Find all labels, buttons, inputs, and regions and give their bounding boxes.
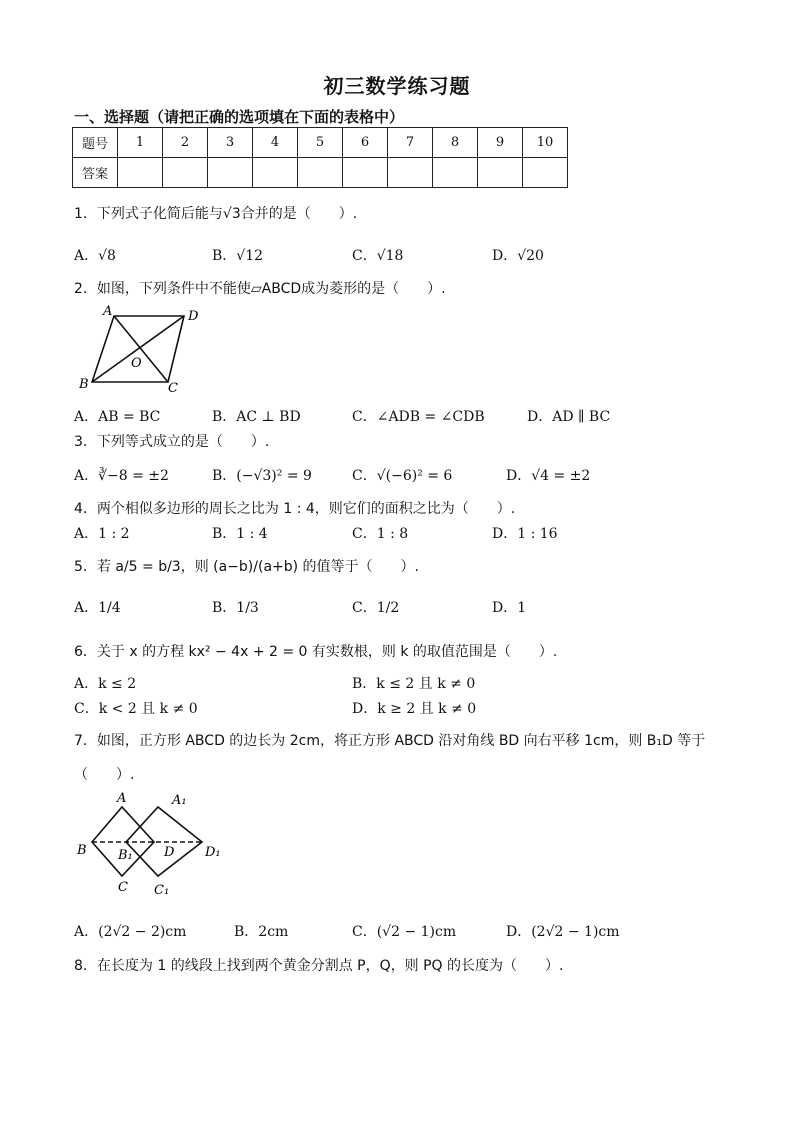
q2-option-a: A．AB = BC: [74, 409, 161, 425]
question-8-stem: 8．在长度为 1 的线段上找到两个黄金分割点 P，Q，则 PQ 的长度为（ ）.: [74, 958, 564, 974]
answer-cell[interactable]: [298, 158, 343, 188]
table-number: 10: [523, 128, 568, 158]
label-c: C: [118, 880, 128, 895]
label-d: D: [164, 845, 175, 860]
label-c1: C₁: [154, 883, 170, 898]
q2-option-d: D．AD ∥ BC: [527, 409, 611, 425]
table-answer-label: 答案: [73, 158, 118, 188]
q5-option-d: D．1: [492, 600, 527, 616]
label-a1: A₁: [172, 793, 187, 808]
parallelogram-figure: [76, 304, 206, 396]
answer-cell[interactable]: [163, 158, 208, 188]
question-3-stem: 3．下列等式成立的是（ ）.: [74, 434, 270, 450]
page-title: 初三数学练习题: [323, 74, 471, 98]
table-number: 6: [343, 128, 388, 158]
q6-option-a: A．k ≤ 2: [74, 676, 137, 692]
label-b: B: [77, 843, 87, 858]
answer-cell[interactable]: [523, 158, 568, 188]
answer-table: [72, 127, 568, 188]
q4-option-d: D．1 : 16: [492, 526, 558, 542]
q7-option-a: A．(2√2 − 2)cm: [74, 924, 187, 940]
q2-option-b: B．AC ⊥ BD: [212, 409, 301, 425]
q7-option-d: D．(2√2 − 1)cm: [506, 924, 620, 940]
question-6-stem: 6．关于 x 的方程 kx² − 4x + 2 = 0 有实数根，则 k 的取值范围是（ ）.: [74, 644, 558, 660]
q4-option-a: A．1 : 2: [74, 526, 130, 542]
table-number: 2: [163, 128, 208, 158]
answer-cell[interactable]: [388, 158, 433, 188]
section-heading: 一、选择题（请把正确的选项填在下面的表格中）: [74, 108, 405, 126]
q6-option-c: C．k < 2 且 k ≠ 0: [74, 701, 198, 717]
diagonal-ac: [114, 316, 168, 382]
q2-option-c: C．∠ADB = ∠CDB: [352, 409, 485, 425]
q6-option-b: B．k ≤ 2 且 k ≠ 0: [352, 676, 476, 692]
answer-cell[interactable]: [118, 158, 163, 188]
q3-option-a: A．∛−8 = ±2: [74, 468, 169, 484]
table-number: 7: [388, 128, 433, 158]
q7-option-c: C．(√2 − 1)cm: [352, 924, 457, 940]
label-d: D: [188, 309, 199, 324]
table-row-numbers: [73, 128, 568, 158]
q3-option-c: C．√(−6)² = 6: [352, 468, 453, 484]
q1-option-d: D．√20: [492, 248, 544, 264]
answer-cell[interactable]: [343, 158, 388, 188]
label-d1: D₁: [205, 845, 221, 860]
table-number: 8: [433, 128, 478, 158]
question-2-stem: 2．如图，下列条件中不能使▱ABCD成为菱形的是（ ）.: [74, 281, 446, 297]
q5-option-c: C．1/2: [352, 600, 400, 616]
table-number: 5: [298, 128, 343, 158]
q4-option-c: C．1 : 8: [352, 526, 409, 542]
question-1-stem: 1．下列式子化简后能与√3合并的是（ ）.: [74, 206, 358, 222]
table-number: 9: [478, 128, 523, 158]
square-translation-figure: [74, 788, 234, 900]
question-7-stem: 7．如图，正方形 ABCD 的边长为 2cm，将正方形 ABCD 沿对角线 BD 向右平移 1cm，则 B₁D 等于: [74, 733, 706, 749]
table-number: 3: [208, 128, 253, 158]
question-5-stem: 5．若 a/5 = b/3，则 (a−b)/(a+b) 的值等于（ ）.: [74, 559, 420, 575]
label-b: B: [79, 377, 89, 392]
q1-option-a: A．√8: [74, 248, 116, 264]
q7-option-b: B．2cm: [234, 924, 289, 940]
answer-cell[interactable]: [208, 158, 253, 188]
table-header-label: 题号: [73, 128, 118, 158]
answer-cell[interactable]: [478, 158, 523, 188]
q4-option-b: B．1 : 4: [212, 526, 268, 542]
label-b1: B₁: [118, 848, 133, 863]
label-a: A: [117, 791, 127, 806]
table-number: 4: [253, 128, 298, 158]
q3-option-d: D．√4 = ±2: [506, 468, 591, 484]
answer-cell[interactable]: [433, 158, 478, 188]
q5-option-a: A．1/4: [74, 600, 121, 616]
table-number: 1: [118, 128, 163, 158]
label-o: O: [131, 356, 142, 371]
question-7-stem-tail: （ ）.: [74, 767, 135, 783]
q5-option-b: B．1/3: [212, 600, 259, 616]
table-row-answers: [73, 158, 568, 188]
q1-option-b: B．√12: [212, 248, 264, 264]
label-a: A: [103, 304, 113, 319]
q6-option-d: D．k ≥ 2 且 k ≠ 0: [352, 701, 477, 717]
label-c: C: [168, 381, 178, 396]
question-4-stem: 4．两个相似多边形的周长之比为 1 : 4，则它们的面积之比为（ ）.: [74, 501, 516, 517]
q3-option-b: B．(−√3)² = 9: [212, 468, 312, 484]
answer-cell[interactable]: [253, 158, 298, 188]
q1-option-c: C．√18: [352, 248, 404, 264]
